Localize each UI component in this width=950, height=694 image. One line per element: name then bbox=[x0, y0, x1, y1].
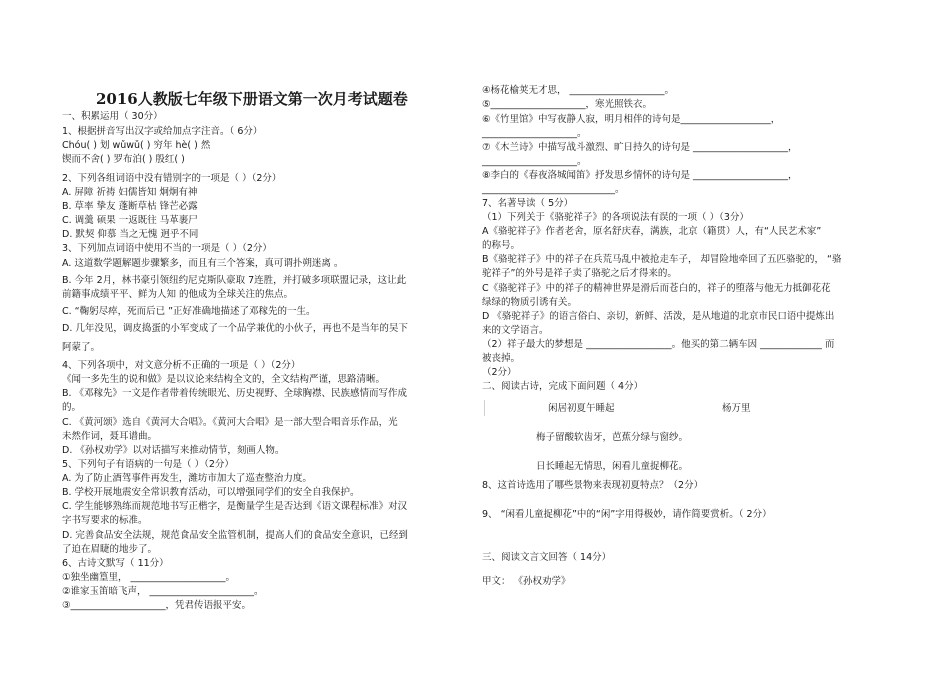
option-line: 阿蒙了。 bbox=[62, 342, 101, 353]
poem-line: 梅子留酸软齿牙，芭蕉分绿与窗纱。 bbox=[536, 432, 689, 443]
fill-blank-line: ④杨花榆荚无才思， ____________________。 bbox=[482, 85, 675, 96]
option-line: D. 完善食品安全法规，规范食品安全监管机制，提高人们的食品安全意识，已经到 bbox=[62, 530, 408, 541]
fill-blank-line: 被丧掉。 bbox=[482, 353, 521, 364]
option-line: A. 屏障 祈祷 妇儒皆知 炯炯有神 bbox=[62, 187, 198, 198]
option-line: C. 学生能够熟练而规范地书写正楷字，是衡量学生是否达到《语文课程标准》对汉 bbox=[62, 501, 408, 512]
option-line: 驼祥子”的外号是祥子卖了骆驼之后才得来的。 bbox=[482, 268, 677, 279]
option-line: A. 为了防止酒驾事件再发生，潍坊市加大了巡查整治力度。 bbox=[62, 473, 312, 484]
question-line: 1、根据拼音写出汉字或给加点字注音。（ 6分） bbox=[62, 126, 263, 137]
poem-title: 闲居初夏午睡起 bbox=[548, 403, 615, 414]
option-line: 未然作词，聂耳谱曲。 bbox=[62, 431, 158, 442]
option-line: 了迫在眉睫的地步了。 bbox=[62, 544, 158, 555]
score-note: （2分） bbox=[482, 367, 517, 378]
question-line: 3、下列加点词语中使用不当的一项是（ ）（2分） bbox=[62, 243, 272, 254]
exam-title: 2016人教版七年级下册语文第一次月考试题卷 bbox=[96, 90, 408, 108]
option-line: B. 今年 2月，林书豪引领纽约尼克斯队豪取 7连胜，并打破多项联盟记录，这让此 bbox=[62, 275, 407, 286]
question-line: 5、下列句子有语病的一句是（ ）（2分） bbox=[62, 459, 234, 470]
fill-blank-line: ____________________。 bbox=[482, 128, 587, 139]
fill-blank-line: ⑥《竹里馆》中写夜静人寂，明月相伴的诗句是___________________， bbox=[482, 114, 781, 125]
option-line: 《闻一多先生的说和做》是以议论来结构全文的，全文结构严谨，思路清晰。 bbox=[62, 374, 386, 385]
question-line: 9、 “闲看儿童捉柳花”中的“闲”字用得极妙，请作简要赏析。（ 2分） bbox=[482, 509, 772, 520]
option-line: C. “鞠躬尽瘁，死而后已 ”正好准确地描述了邓稼先的一生。 bbox=[62, 306, 316, 317]
fill-blank-line: （2）祥子最大的梦想是 __________________。他买的第二辆车因 _____________ 而 bbox=[482, 339, 835, 350]
question-line: 锲而不舍( ) 罗布泊( ) 殷红( ) bbox=[62, 154, 185, 165]
fill-blank-line: ____________________。 bbox=[482, 156, 587, 167]
option-line: 字书写要求的标准。 bbox=[62, 515, 148, 526]
question-line: 6、古诗文默写（ 11分） bbox=[62, 558, 169, 569]
section-heading: 二、阅读古诗，完成下面问题（ 4分） bbox=[482, 381, 644, 392]
question-line: 4、下列各项中，对文意分析不正确的一项是（ ）（2分） bbox=[62, 360, 301, 371]
question-line: 2、下列各组词语中没有错别字的一项是（ ）（2分） bbox=[62, 173, 282, 184]
question-line: （1）下列关于《骆驼祥子》的各项说法有误的一项（ ）（3分） bbox=[482, 212, 749, 223]
option-line: A. 这道数学题解题步骤繁多，而且有三个答案，真可谓扑朔迷离 。 bbox=[62, 258, 344, 269]
option-line: B《骆驼祥子》中的祥子在兵荒马乱中被抢走车子， 却冒险地牵回了五匹骆驼的， “骆 bbox=[482, 254, 842, 265]
option-line: B. 《邓稼先》一文是作者带着传统眼光、历史视野、全球胸襟、民族感情而写作成 bbox=[62, 388, 408, 399]
option-line: 的称号。 bbox=[482, 240, 521, 251]
fill-blank-line: ⑤____________________，寒光照铁衣。 bbox=[482, 99, 653, 110]
option-line: D. 默契 仰慕 当之无愧 迥乎不同 bbox=[62, 229, 199, 240]
fill-blank-line: ②谁家玉笛暗飞声， ______________________。 bbox=[62, 586, 264, 597]
fill-blank-line: ⑧李白的《春夜洛城闻笛》抒发思乡情怀的诗句是 ____________________， bbox=[482, 170, 798, 181]
fill-blank-line: ①独坐幽篁里， ____________________。 bbox=[62, 572, 236, 583]
option-line: D. 几年没见，调皮捣蛋的小军变成了一个品学兼优的小伙子，再也不是当年的吴下 bbox=[62, 323, 408, 334]
option-line: D. 《孙权劝学》以对话描写来推动情节，刻画人物。 bbox=[62, 445, 285, 456]
option-line: 前籍事成绩平平、鲜为人知 的他成为全球关注的焦点。 bbox=[62, 289, 294, 300]
option-line: A《骆驼祥子》作者老舍，原名舒庆春，满族，北京（籍贯）人，有“人民艺术家” bbox=[482, 226, 822, 237]
option-line: 的。 bbox=[62, 402, 82, 413]
poem-line: 日长睡起无情思，闲看儿童捉柳花。 bbox=[536, 461, 689, 472]
option-line: B. 草率 挚友 蓬断草枯 锋芒必露 bbox=[62, 201, 198, 212]
question-line: Chóu( ) 划 wǔwǔ( ) 穷年 hè( ) 然 bbox=[62, 140, 211, 151]
question-line: 8、这首诗选用了哪些景物来表现初夏特点？（2分） bbox=[482, 480, 704, 491]
option-line: 来的文学语言。 bbox=[482, 325, 549, 336]
fill-blank-line: ____________________________。 bbox=[482, 184, 625, 195]
section-heading: 一、积累运用（ 30分） bbox=[62, 111, 163, 122]
poem-author: 杨万里 bbox=[722, 403, 751, 414]
option-line: D 《骆驼祥子》的语言俗白、亲切，新鲜、活泼，是从地道的北京市民口语中提炼出 bbox=[482, 311, 835, 322]
fill-blank-line: ③____________________，凭君传语报平安。 bbox=[62, 600, 252, 611]
fill-blank-line: ⑦《木兰诗》中描写战斗激烈、旷日持久的诗句是 ____________________， bbox=[482, 142, 798, 153]
option-line: C. 调羹 硕果 一返既往 马革裹尸 bbox=[62, 215, 198, 226]
option-line: 绿绿的物质引诱有关。 bbox=[482, 297, 578, 308]
option-line: C《骆驼祥子》中的祥子的精神世界是滑后而苍白的，祥子的堕落与他无力抵御花花 bbox=[482, 283, 831, 294]
option-line: C. 《黄河颂》选自《黄河大合唱》。《黄河大合唱》是一部大型合唱音乐作品，光 bbox=[62, 417, 398, 428]
question-line: 7、名著导读（ 5分） bbox=[482, 198, 574, 209]
passage-label: 甲文： 《孙权劝学》 bbox=[482, 576, 571, 587]
poem-divider bbox=[484, 400, 485, 416]
option-line: B. 学校开展地震安全常识教育活动，可以增强同学们的安全自我保护。 bbox=[62, 487, 360, 498]
section-heading: 三、阅读文言文回答（ 14分） bbox=[482, 552, 612, 563]
